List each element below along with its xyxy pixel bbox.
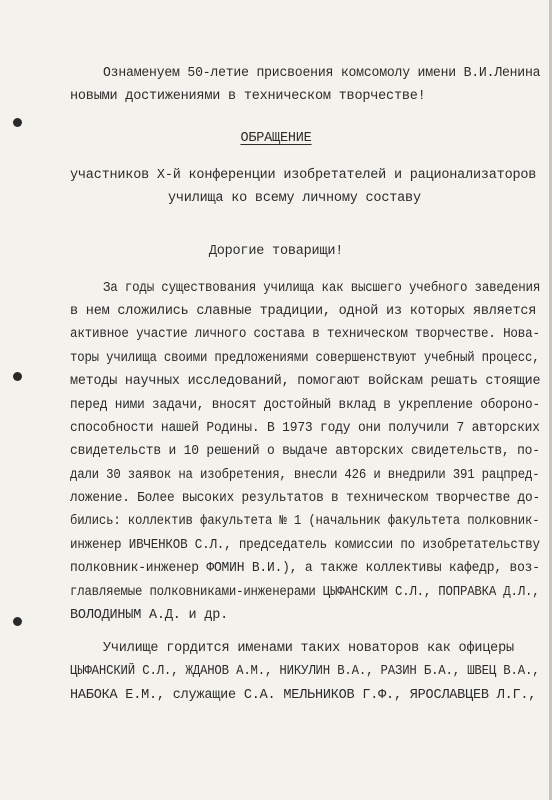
binder-hole (13, 372, 22, 381)
subtitle-line: училища ко всему личному составу (168, 191, 421, 206)
body-line: главляемые полковниками-инженерами ЦЫФАНСКИМ С.Л., ПОПРАВКА Д.Л., (70, 585, 540, 600)
body-line: в нем сложились славные традиции, одной из которых является (70, 304, 537, 319)
body-line: активное участие личного состава в техническом творчестве. Нова- (70, 327, 540, 342)
subtitle-line: участников Х-й конференции изобретателей и рационализаторов (70, 168, 537, 183)
body-line: ложение. Более высоких результатов в техническом творчестве до- (70, 491, 540, 506)
body-line: перед ними задачи, вносят достойный вклад в укрепление обороно- (70, 398, 540, 413)
body-line: дали 30 заявок на изобретения, внесли 426 и внедрили 391 рацпред- (70, 468, 540, 483)
header-line: новыми достижениями в техническом творчестве! (70, 89, 426, 104)
header-line: Ознаменуем 50-летие присвоения комсомолу имени В.И.Ленина (103, 66, 541, 81)
body-line: За годы существования училища как высшего учебного заведения (103, 281, 541, 296)
body-line: полковник-инженер ФОМИН В.И.), а также коллективы кафедр, воз- (70, 561, 540, 576)
body-line: ВОЛОДИНЫМ А.Д. и др. (70, 608, 229, 623)
body-line: торы училища своими предложениями совершенствуют учебный процесс, (70, 351, 540, 366)
binder-hole (13, 617, 22, 626)
body-line: бились: коллектив факультета № 1 (начальник факультета полковник- (70, 514, 540, 529)
body-line: инженер ИВЧЕНКОВ С.Л., председатель комиссии по изобретательству (70, 538, 540, 553)
document-title: ОБРАЩЕНИЕ (240, 131, 312, 146)
body-line: НАБОКА Е.М., служащие С.А. МЕЛЬНИКОВ Г.Ф., ЯРОСЛАВЦЕВ Л.Г., (70, 688, 537, 703)
body-line: методы научных исследований, помогают войскам решать стоящие (70, 374, 541, 389)
body-line: свидетельств и 10 решений о выдаче авторских свидетельств, по- (70, 444, 540, 459)
body-line: способности нашей Родины. В 1973 году они получили 7 авторских (70, 421, 540, 436)
greeting: Дорогие товарищи! (208, 244, 344, 259)
body-line: Училище гордится именами таких новаторов как офицеры (103, 641, 514, 656)
binder-hole (13, 118, 22, 127)
body-line: ЦЫФАНСКИЙ С.Л., ЖДАНОВ А.М., НИКУЛИН В.А., РАЗИН Б.А., ШВЕЦ В.А., (70, 664, 540, 679)
